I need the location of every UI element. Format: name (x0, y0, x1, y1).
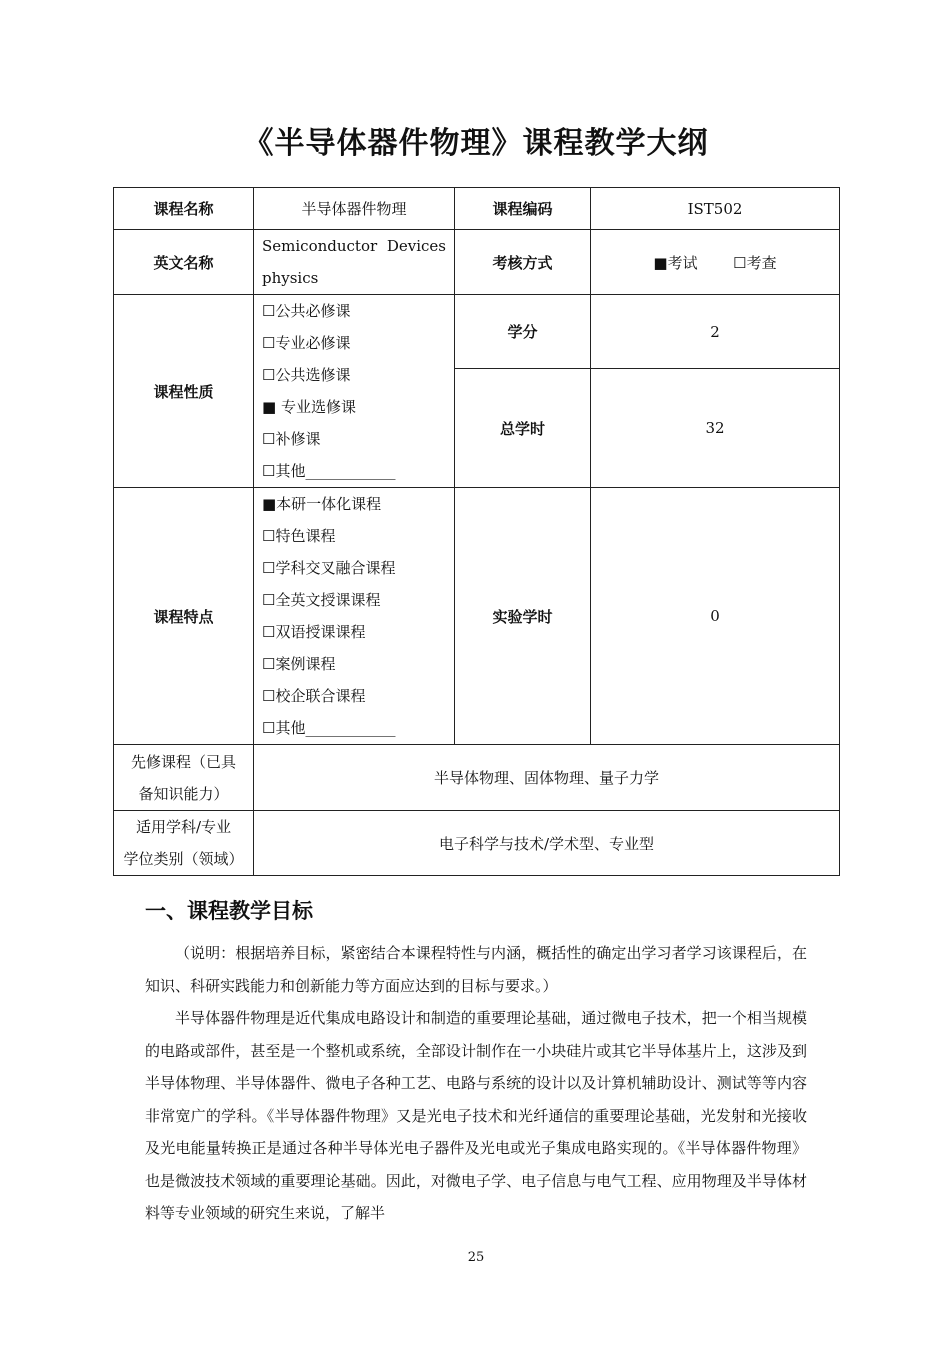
feature-option: ☐校企联合课程 (262, 687, 366, 705)
page-title: 《半导体器件物理》课程教学大纲 (243, 126, 709, 161)
feature-option: ☐其他____________ (262, 719, 396, 737)
section-note: （说明：根据培养目标，紧密结合本课程特性与内涵，概括性的确定出学习者学习该课程后，在知识、科研实践能力和创新能力等方面应达到的目标与要求。） (145, 944, 807, 995)
credit-label: 学分 (455, 295, 591, 369)
course-code-label: 课程编码 (455, 188, 591, 230)
prereq-value: 半导体物理、固体物理、量子力学 (254, 745, 840, 811)
assessment-label: 考核方式 (455, 230, 591, 295)
section-heading: 一、课程教学目标 (145, 899, 313, 923)
nature-option: ☐公共必修课 (262, 302, 351, 320)
nature-option: ☐公共选修课 (262, 366, 351, 384)
page-number: 25 (467, 1250, 485, 1265)
course-features-options (254, 488, 455, 745)
course-features-label: 课程特点 (114, 488, 254, 745)
applicable-label (114, 811, 254, 876)
english-name-line2: physics (262, 269, 319, 287)
prereq-label-line2: 备知识能力） (138, 784, 229, 803)
prereq-label-line1: 先修课程（已具 (130, 752, 236, 771)
feature-option: ☐特色课程 (262, 527, 336, 545)
nature-option: ☐专业必修课 (262, 334, 351, 352)
assessment-option-review: ☐考查 (733, 253, 777, 272)
nature-option: ☐其他____________ (262, 462, 396, 480)
english-name-label: 英文名称 (114, 230, 254, 295)
lab-hours-value: 0 (591, 488, 840, 745)
total-hours-label: 总学时 (455, 369, 591, 488)
assessment-options (591, 230, 840, 295)
feature-option: ☐双语授课课程 (262, 623, 366, 641)
nature-option: ■ 专业选修课 (262, 398, 356, 416)
feature-option: ■本研一体化课程 (262, 495, 382, 513)
applicable-value: 电子科学与技术/学术型、专业型 (254, 811, 840, 876)
feature-option: ☐学科交叉融合课程 (262, 559, 396, 577)
applicable-label-line2: 学位类别（领域） (123, 850, 244, 868)
applicable-label-line1: 适用学科/专业 (135, 818, 232, 836)
course-info-table (113, 187, 840, 876)
feature-option: ☐全英文授课课程 (262, 591, 381, 609)
nature-option: ☐补修课 (262, 430, 321, 448)
credit-value: 2 (591, 295, 840, 369)
feature-option: ☐案例课程 (262, 655, 336, 673)
prereq-label (114, 745, 254, 811)
course-code-value: IST502 (591, 188, 840, 230)
course-nature-options (254, 295, 455, 488)
course-nature-label: 课程性质 (114, 295, 254, 488)
total-hours-value: 32 (591, 369, 840, 488)
assessment-option-exam: ■考试 (653, 253, 698, 272)
lab-hours-label: 实验学时 (455, 488, 591, 745)
section-paragraph: 半导体器件物理是近代集成电路设计和制造的重要理论基础，通过微电子技术，把一个相当规模的电路或部件，甚至是一个整机或系统，全部设计制作在一小块硅片或其它半导体基片上，这涉及到半导体物理、半导体器件、微电子各种工艺、电路与系统的设计以及计算机辅助设计、测试等等内容非常宽广的学科。《半导体器件物理》又是光电子技术和光纤通信的重要理论基础，光发射和光接收及光电能量转换正是通过各种半导体光电子器件及光电或光子集成电路实现的。《半导体器件物理》也是微波技术领域的重要理论基础。因此，对微电子学、电子信息与电气工程、应用物理及半导体材料等专业领域的研究生来说，了解半 (145, 1009, 807, 1222)
course-name-label: 课程名称 (114, 188, 254, 230)
course-name-value: 半导体器件物理 (254, 188, 455, 230)
english-name-line1: Semiconductor Devices (262, 237, 446, 255)
english-name-cell (254, 230, 455, 295)
